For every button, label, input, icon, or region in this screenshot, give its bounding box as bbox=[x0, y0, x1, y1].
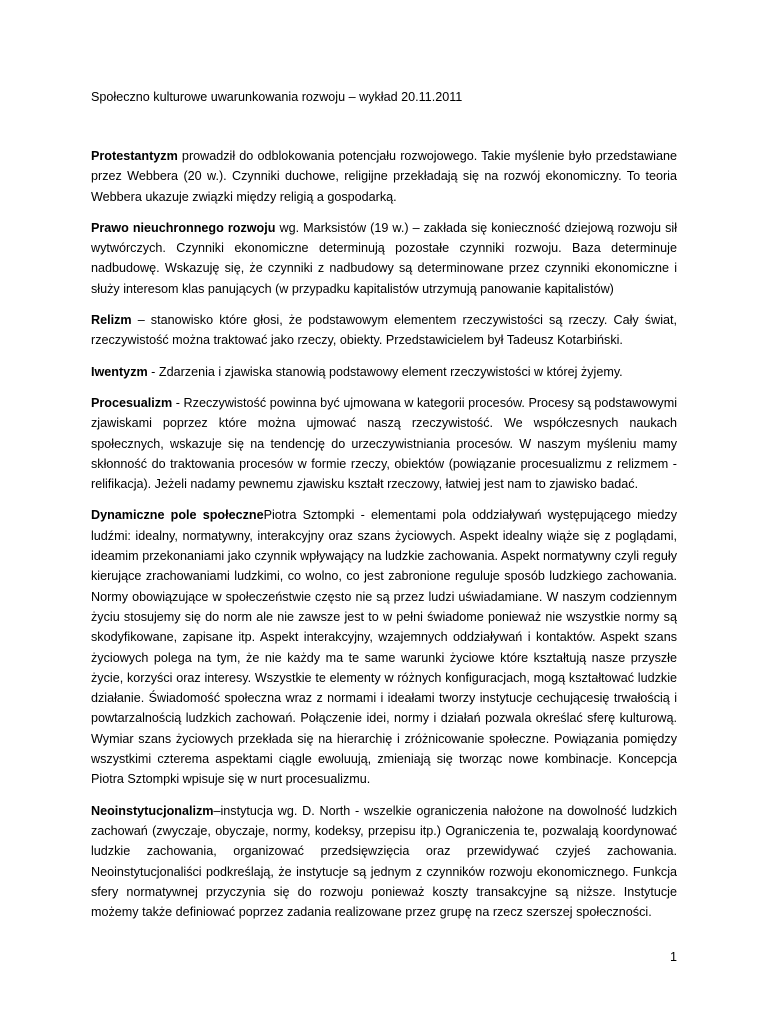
term-iwentyzm: Iwentyzm bbox=[91, 364, 148, 379]
paragraph-iwentyzm bbox=[91, 362, 677, 382]
term-relizm: Relizm bbox=[91, 313, 132, 328]
document-header: Społeczno kulturowe uwarunkowania rozwoju – wykład 20.11.2011 bbox=[91, 90, 463, 104]
paragraph-text: wg. Marksistów (19 w.) – zakłada się konieczność dziejową rozwoju sił wytwórczych. Czynniki ekonomiczne determinują pozostałe czynniki rozwoju. Baza determinuje nadbudowę. Wskazuję się, że czynniki z nadbudowy są determinowane przez czynniki ekonomiczne i służy interesom klas panujących (w przypadku kapitalistów utrzymują panowanie kapitalistów) bbox=[91, 220, 677, 296]
paragraph-neoinstytucjonalizm bbox=[91, 801, 677, 923]
page-number: 1 bbox=[670, 950, 678, 964]
paragraph-procesualizm bbox=[91, 393, 677, 494]
term-procesualizm: Procesualizm bbox=[91, 395, 173, 410]
term-prawo-nieuchronnego-rozwoju: Prawo nieuchronnego rozwoju bbox=[91, 220, 276, 235]
paragraph-protestantyzm bbox=[91, 146, 677, 207]
paragraph-text: – stanowisko które głosi, że podstawowym elementem rzeczywistości są rzeczy. Cały świat, rzeczywistość można traktować jako rzeczy, obiekty. Przedstawicielem był Tadeusz Kotarbiński. bbox=[91, 313, 677, 348]
paragraph-text: - Zdarzenia i zjawiska stanowią podstawowy element rzeczywistości w której żyjemy. bbox=[147, 364, 623, 379]
term-neoinstytucjonalizm: Neoinstytucjonalizm bbox=[91, 803, 214, 818]
paragraph-text: prowadził do odblokowania potencjału rozwojowego. Takie myślenie było przedstawiane przez Webbera (20 w.). Czynniki duchowe, religijne przekładają się na rozwój ekonomiczny. To teoria Webbera ukazuje związki między religią a gospodarką. bbox=[91, 149, 677, 204]
paragraph-relizm bbox=[91, 310, 677, 351]
paragraph-text: - Rzeczywistość powinna być ujmowana w kategorii procesów. Procesy są podstawowymi zjawiskami poprzez które można ujmować naszą rzeczywistość. We współczesnych naukach społecznych, wskazuje się na tendencję do urzeczywistniania procesów. W naszym myśleniu mamy skłonność do traktowania procesów w formie rzeczy, obiektów (powiązanie procesualizmu z relizmem - relifikacja). Jeżeli nadamy pewnemu zjawisku kształt rzeczowy, łatwiej jest nam to zjawisko badać. bbox=[91, 395, 677, 492]
paragraph-text: –instytucja wg. D. North - wszelkie ograniczenia nałożone na dowolność ludzkich zachowań (zwyczaje, obyczaje, normy, kodeksy, przepisu itp.) Ograniczenia te, pozwalają koordynować ludzkie zachowania, organizować przedsięwzięcia oraz przewidywać czyjeś zachowania. Neoinstytucjonaliści podkreślają, że instytucje są jednym z czynników rozwoju ekonomicznego. Funkcja sfery normatywnej przyczynia się do rozwoju ponieważ koszty transakcyjne są niższe. Instytucje możemy także definiować poprzez zadania realizowane przez grupę na rzecz szerszej społeczności. bbox=[91, 803, 677, 920]
paragraph-dynamiczne-pole-spoleczne bbox=[91, 505, 677, 789]
document-body bbox=[91, 146, 677, 933]
term-protestantyzm: Protestantyzm bbox=[91, 149, 178, 163]
paragraph-text: Piotra Sztompki - elementami pola oddziaływań występującego miedzy ludźmi: idealny, normatywny, interakcyjny oraz szans życiowych. Aspekt idealny wiąże się z poglądami, ideamim przekonaniami jako czynnik wpływający na ludzkie zachowania. Aspekt normatywny czyli reguły kierujące zrachowaniami ludzkimi, co wolno, co jest zabronione reguluje sposób ludzkiego zachowania. Normy obowiązujące w społeczeństwie często nie są przez ludzi uświadamiane. W naszym codziennym życiu stosujemy się do norm ale nie zawsze jest to w pełni świadome ponieważ nie wszystkie normy są skodyfikowane, zapisane itp. Aspekt interakcyjny, wzajemnych oddziaływań i kontaktów. Aspekt szans życiowych polega na tym, że nie każdy ma te same warunki życiowe które kształtują nasze przyszłe życie, korzyści oraz interesy. Wszystkie te elementy w różnych konfiguracjach, mogą kształtować ludzkie działanie. Świadomość społeczna wraz z normami i ideałami tworzy instytucje cechującesię trwałością i powtarzalnością ludzkich zachowań. Połączenie idei, normy i działań pozwala określać sferę kulturową. Wymiar szans życiowych przekłada się na hierarchię i zróżnicowanie społeczne. Powiązania pomiędzy wszystkimi czterema aspektami ciągle ewoluują, zmieniają się tworząc nowe kombinacje. Koncepcja Piotra Sztompki wpisuje się w nurt procesualizmu. bbox=[91, 508, 677, 787]
paragraph-prawo-nieuchronnego-rozwoju bbox=[91, 218, 677, 299]
term-dynamiczne-pole-spoleczne: Dynamiczne pole społeczne bbox=[91, 508, 264, 523]
